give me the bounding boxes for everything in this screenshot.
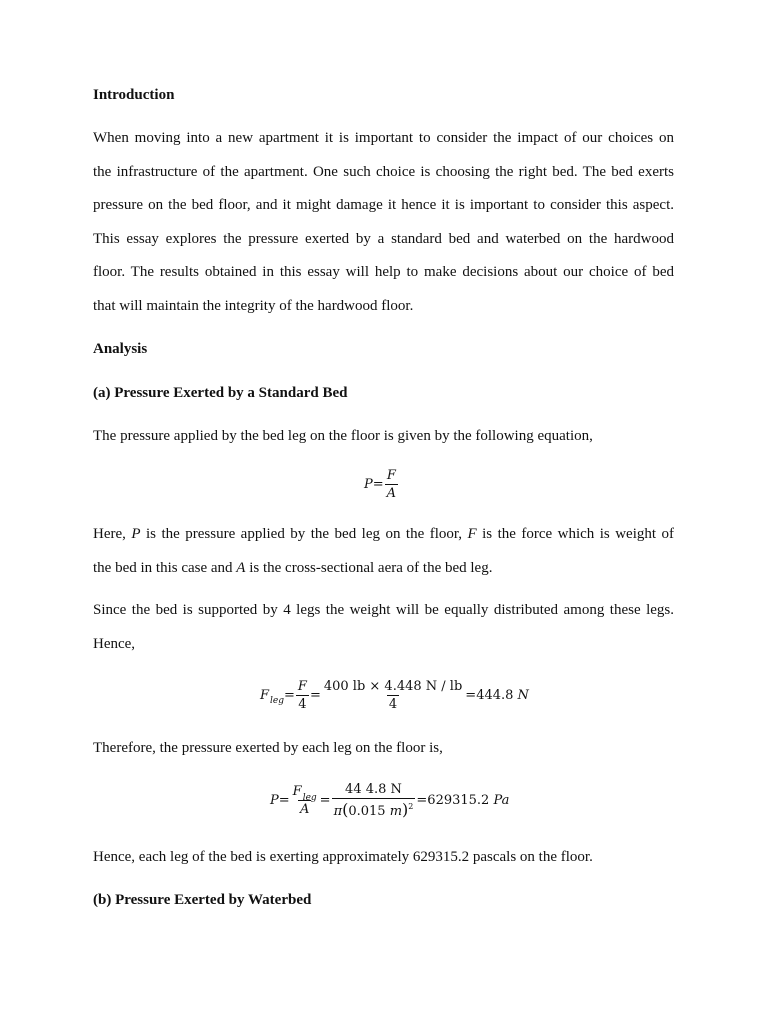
eq3-frac1-num: [291, 784, 319, 803]
equation-pressure: [364, 468, 399, 501]
eq2-unit: N: [517, 688, 529, 703]
eq3-num-F: F: [292, 784, 302, 799]
eq3-equals-2: =: [319, 793, 331, 808]
eq3-fraction-1: [291, 784, 319, 817]
eq2-result: 444.8: [476, 688, 514, 703]
therefore-line: Therefore, the pressure exerted by each leg on the floor is,: [93, 740, 443, 756]
symbol-A: A: [236, 559, 246, 576]
heading-analysis: Analysis: [93, 341, 148, 357]
eq1-numerator: F: [386, 468, 396, 483]
eq1-equals: =: [372, 477, 384, 492]
intro-line: This essay explores the pressure exerted by a standard bed and waterbed on the hardwood: [93, 230, 674, 247]
here-line-2: [93, 552, 674, 586]
eq3-equals-3: =: [416, 793, 428, 808]
here-paragraph: [93, 518, 674, 585]
eq3-leg-subscript: leg: [302, 793, 317, 803]
text-run: Here,: [93, 526, 132, 542]
intro-paragraph: [93, 122, 674, 324]
equation-leg-force: [260, 679, 529, 712]
eq2-frac2-den: 4: [388, 697, 398, 712]
eq2-frac2-num: 400 lb × 4.448 N / lb: [323, 679, 463, 694]
eq3-equals-1: =: [278, 793, 290, 808]
eq3-frac2-den: [332, 798, 416, 819]
text-run: is the force which is weight of: [476, 526, 674, 542]
legs-line: Since the bed is supported by 4 legs the weight will be equally distributed among these legs.: [93, 602, 674, 618]
text-run: is the pressure applied by the bed leg on the floor,: [140, 526, 468, 542]
eq3-P: P: [270, 793, 279, 808]
equation-leg-pressure: [270, 782, 509, 819]
text-run: is the cross-sectional aera of the bed leg.: [245, 559, 493, 576]
heading-section-a: (a) Pressure Exerted by a Standard Bed: [93, 385, 348, 401]
conclusion-line: Hence, each leg of the bed is exerting approximately 629315.2 pascals on the floor.: [93, 849, 593, 865]
eq3-exponent: 2: [408, 802, 414, 811]
eq3-pi: π: [333, 804, 343, 819]
eq1-fraction: [385, 468, 398, 501]
eq1-denominator: A: [386, 486, 397, 501]
intro-line: that will maintain the integrity of the hardwood floor.: [93, 297, 414, 314]
intro-line: When moving into a new apartment it is important to consider the impact of our choices on: [93, 130, 674, 146]
symbol-P: P: [131, 526, 141, 542]
eq2-equals-2: =: [309, 688, 321, 703]
eq3-fraction-2: [332, 782, 416, 819]
intro-line: the infrastructure of the apartment. One such choice is choosing the right bed. The bed exerts: [93, 163, 674, 180]
here-line-1: [93, 518, 674, 552]
eq2-leg-subscript: leg: [270, 695, 284, 706]
eq3-frac2-num: 44 4.8 N: [345, 782, 402, 797]
eq2-equals-3: =: [465, 688, 477, 703]
equation-intro: The pressure applied by the bed leg on the floor is given by the following equation,: [93, 428, 593, 444]
eq3-frac1-den: A: [299, 802, 310, 817]
eq1-lhs: P: [364, 477, 373, 492]
eq2-fraction-2: [322, 679, 464, 712]
legs-paragraph: [93, 594, 674, 661]
intro-line: floor. The results obtained in this essay will help to make decisions about our choice of bed: [93, 264, 674, 281]
eq2-fraction-1: [296, 679, 309, 712]
intro-line: pressure on the bed floor, and it might damage it hence it is important to consider this aspect.: [93, 197, 674, 214]
eq3-unit: Pa: [493, 793, 510, 808]
eq2-frac1-den: 4: [298, 697, 307, 712]
eq2-frac1-num: F: [297, 679, 307, 694]
text-run: the bed in this case and: [93, 559, 237, 576]
legs-line: Hence,: [93, 635, 136, 652]
heading-introduction: Introduction: [93, 87, 175, 103]
heading-section-b: (b) Pressure Exerted by Waterbed: [93, 892, 312, 908]
eq3-lparen: (: [342, 800, 349, 819]
eq3-result: 629315.2: [427, 793, 490, 808]
eq3-rparen: ): [402, 800, 409, 819]
eq3-value: 0.015: [348, 804, 386, 819]
eq2-equals-1: =: [284, 688, 295, 703]
eq2-F: F: [260, 688, 270, 703]
eq3-m: m: [389, 804, 403, 819]
symbol-F: F: [467, 526, 477, 542]
